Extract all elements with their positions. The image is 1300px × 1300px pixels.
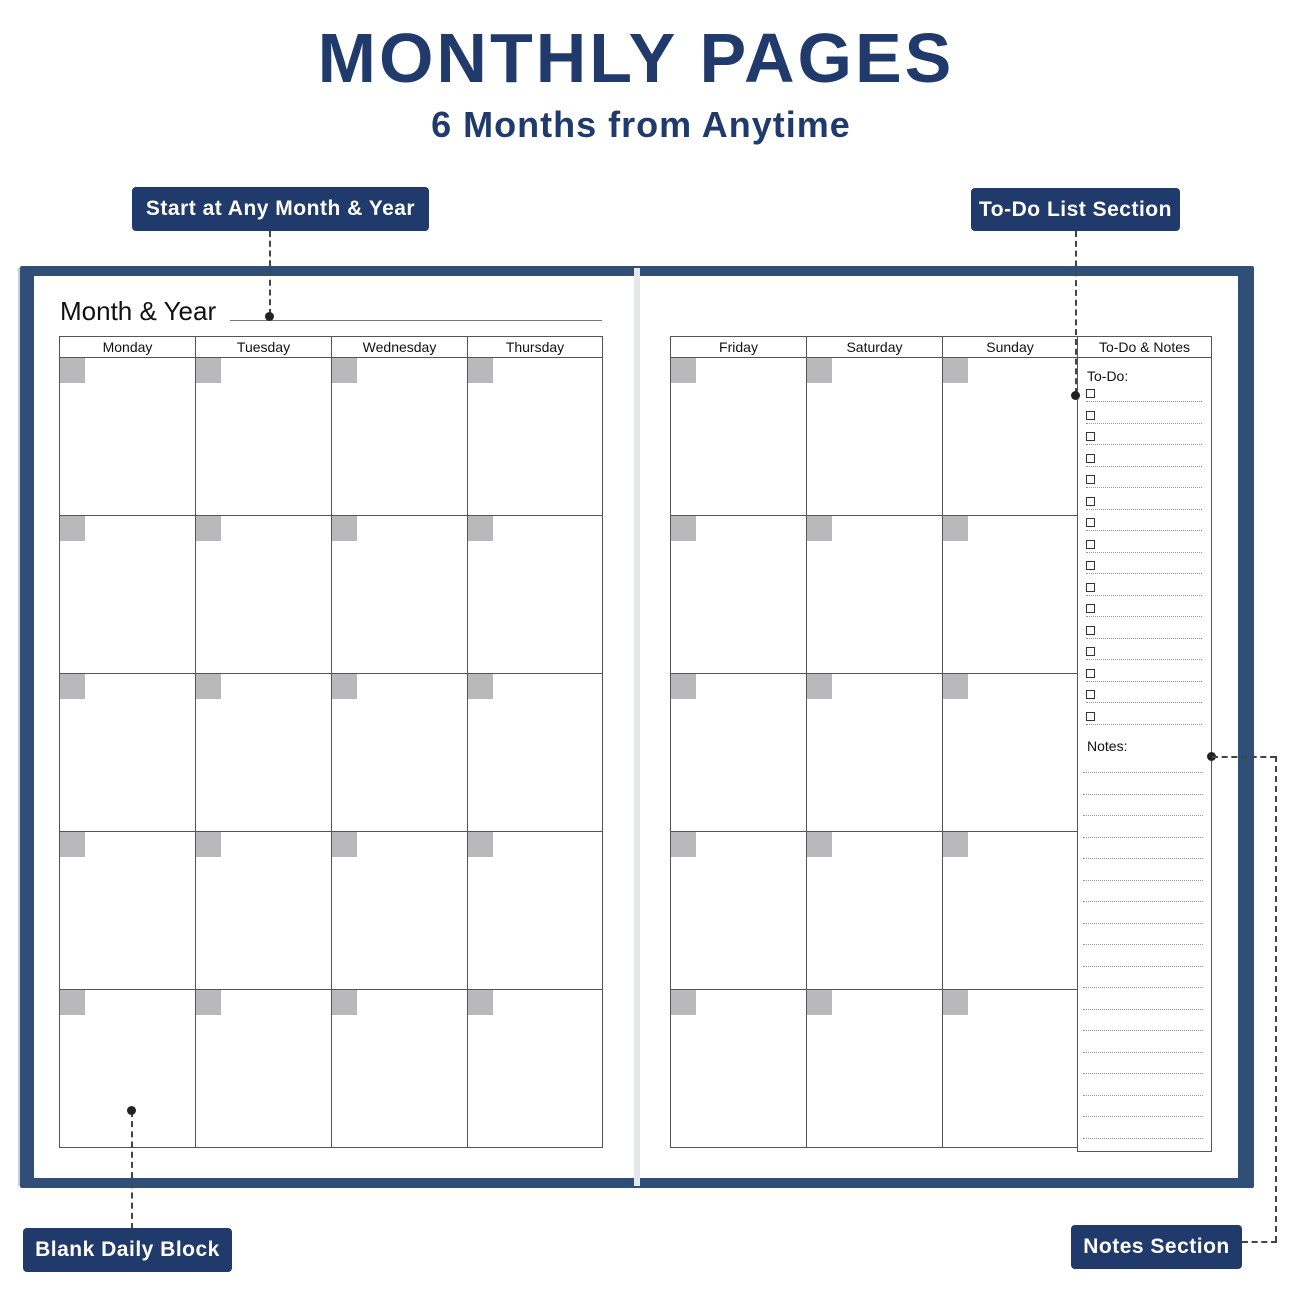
notes-writing-line[interactable]	[1083, 1030, 1203, 1031]
date-number-box[interactable]	[60, 832, 85, 857]
todo-checkbox[interactable]	[1086, 540, 1095, 549]
connector-notes-bottom	[1242, 1241, 1277, 1243]
right-calendar-grid	[670, 336, 1078, 1148]
connector-dot-start-month	[265, 312, 274, 321]
left-calendar-grid	[59, 336, 603, 1148]
todo-checkbox[interactable]	[1086, 411, 1095, 420]
daily-block[interactable]	[807, 990, 943, 1148]
todo-item[interactable]	[1086, 690, 1204, 711]
daily-block[interactable]	[60, 674, 196, 832]
todo-item[interactable]	[1086, 540, 1204, 561]
connector-start-month	[269, 231, 271, 315]
todo-item[interactable]	[1086, 411, 1204, 432]
daily-block[interactable]	[332, 516, 468, 674]
week-row	[671, 832, 1078, 990]
notes-label: Notes:	[1087, 738, 1128, 754]
date-number-box[interactable]	[332, 674, 357, 699]
todo-checkbox[interactable]	[1086, 561, 1095, 570]
daily-block[interactable]	[332, 990, 468, 1148]
connector-blank-block	[131, 1111, 133, 1229]
daily-block[interactable]	[807, 516, 943, 674]
notes-writing-line[interactable]	[1083, 858, 1203, 859]
day-header-sunday: Sunday	[943, 337, 1078, 358]
daily-block[interactable]	[671, 358, 807, 516]
date-number-box[interactable]	[807, 990, 832, 1015]
todo-writing-line[interactable]	[1086, 552, 1202, 553]
todo-item[interactable]	[1086, 626, 1204, 647]
todo-notes-header: To-Do & Notes	[1077, 336, 1212, 358]
date-number-box[interactable]	[807, 832, 832, 857]
daily-block[interactable]	[60, 990, 196, 1148]
notes-writing-line[interactable]	[1083, 794, 1203, 795]
daily-block[interactable]	[671, 832, 807, 990]
todo-writing-line[interactable]	[1086, 724, 1202, 725]
daily-block[interactable]	[196, 358, 332, 516]
notes-writing-line[interactable]	[1083, 815, 1203, 816]
todo-writing-line[interactable]	[1086, 444, 1202, 445]
todo-item[interactable]	[1086, 432, 1204, 453]
todo-writing-line[interactable]	[1086, 401, 1202, 402]
date-number-box[interactable]	[943, 990, 968, 1015]
daily-block[interactable]	[196, 832, 332, 990]
daily-block[interactable]	[807, 674, 943, 832]
callout-notes-section: Notes Section	[1071, 1225, 1242, 1269]
todo-writing-line[interactable]	[1086, 595, 1202, 596]
week-row	[60, 832, 603, 990]
todo-writing-line[interactable]	[1086, 638, 1202, 639]
todo-writing-line[interactable]	[1086, 487, 1202, 488]
day-header-wednesday: Wednesday	[332, 337, 468, 358]
date-number-box[interactable]	[943, 358, 968, 383]
date-number-box[interactable]	[943, 516, 968, 541]
todo-checkbox[interactable]	[1086, 518, 1095, 527]
todo-checkbox[interactable]	[1086, 647, 1095, 656]
week-row	[60, 990, 603, 1148]
todo-writing-line[interactable]	[1086, 616, 1202, 617]
day-header-tuesday: Tuesday	[196, 337, 332, 358]
connector-dot-blank-block	[127, 1106, 136, 1115]
date-number-box[interactable]	[332, 358, 357, 383]
todo-item[interactable]	[1086, 712, 1204, 733]
date-number-box[interactable]	[671, 516, 696, 541]
month-year-line[interactable]	[230, 320, 602, 321]
todo-checkbox[interactable]	[1086, 454, 1095, 463]
date-number-box[interactable]	[196, 990, 221, 1015]
daily-block[interactable]	[943, 516, 1078, 674]
daily-block[interactable]	[60, 516, 196, 674]
todo-checkbox[interactable]	[1086, 389, 1095, 398]
day-header-thursday: Thursday	[468, 337, 603, 358]
notes-writing-line[interactable]	[1083, 1052, 1203, 1053]
daily-block[interactable]	[332, 358, 468, 516]
week-row	[60, 358, 603, 516]
todo-checkbox[interactable]	[1086, 497, 1095, 506]
daily-block[interactable]	[671, 516, 807, 674]
todo-writing-line[interactable]	[1086, 466, 1202, 467]
date-number-box[interactable]	[468, 832, 493, 857]
daily-block[interactable]	[468, 674, 603, 832]
date-number-box[interactable]	[332, 990, 357, 1015]
daily-block[interactable]	[196, 990, 332, 1148]
todo-checkbox[interactable]	[1086, 669, 1095, 678]
week-row	[671, 990, 1078, 1148]
date-number-box[interactable]	[468, 674, 493, 699]
daily-block[interactable]	[943, 674, 1078, 832]
todo-item[interactable]	[1086, 497, 1204, 518]
todo-writing-line[interactable]	[1086, 509, 1202, 510]
daily-block[interactable]	[60, 358, 196, 516]
connector-todo-section	[1075, 231, 1077, 394]
date-number-box[interactable]	[60, 674, 85, 699]
notes-writing-line[interactable]	[1083, 1073, 1203, 1074]
date-number-box[interactable]	[332, 832, 357, 857]
date-number-box[interactable]	[468, 358, 493, 383]
todo-writing-line[interactable]	[1086, 423, 1202, 424]
todo-item[interactable]	[1086, 561, 1204, 582]
date-number-box[interactable]	[196, 674, 221, 699]
day-header-friday: Friday	[671, 337, 807, 358]
daily-block[interactable]	[332, 674, 468, 832]
notes-writing-line[interactable]	[1083, 1116, 1203, 1117]
todo-item[interactable]	[1086, 669, 1204, 690]
notes-writing-line[interactable]	[1083, 923, 1203, 924]
date-number-box[interactable]	[60, 358, 85, 383]
todo-writing-line[interactable]	[1086, 681, 1202, 682]
daily-block[interactable]	[468, 832, 603, 990]
week-row	[60, 674, 603, 832]
month-year-label: Month & Year	[60, 296, 217, 326]
date-number-box[interactable]	[943, 674, 968, 699]
notes-writing-line[interactable]	[1083, 1095, 1203, 1096]
date-number-box[interactable]	[807, 516, 832, 541]
daily-block[interactable]	[196, 674, 332, 832]
date-number-box[interactable]	[196, 832, 221, 857]
todo-checkbox[interactable]	[1086, 475, 1095, 484]
todo-item[interactable]	[1086, 518, 1204, 539]
date-number-box[interactable]	[468, 516, 493, 541]
todo-item[interactable]	[1086, 475, 1204, 496]
notes-writing-line[interactable]	[1083, 772, 1203, 773]
connector-dot-todo-section	[1071, 391, 1080, 400]
todo-writing-line[interactable]	[1086, 702, 1202, 703]
callout-todo-section: To-Do List Section	[971, 188, 1180, 231]
planner-spine	[634, 268, 640, 1186]
date-number-box[interactable]	[332, 516, 357, 541]
day-header-saturday: Saturday	[807, 337, 943, 358]
date-number-box[interactable]	[943, 832, 968, 857]
callout-blank-daily-block: Blank Daily Block	[23, 1228, 232, 1272]
todo-checkbox[interactable]	[1086, 604, 1095, 613]
notes-writing-line[interactable]	[1083, 1009, 1203, 1010]
date-number-box[interactable]	[671, 990, 696, 1015]
todo-checkbox[interactable]	[1086, 712, 1095, 721]
day-header-monday: Monday	[60, 337, 196, 358]
todo-checkbox[interactable]	[1086, 432, 1095, 441]
daily-block[interactable]	[943, 358, 1078, 516]
todo-checkbox[interactable]	[1086, 690, 1095, 699]
daily-block[interactable]	[943, 990, 1078, 1148]
notes-writing-line[interactable]	[1083, 987, 1203, 988]
page-subtitle: 6 Months from Anytime	[431, 104, 851, 145]
daily-block[interactable]	[60, 832, 196, 990]
todo-checkbox[interactable]	[1086, 583, 1095, 592]
todo-checkbox[interactable]	[1086, 626, 1095, 635]
todo-item[interactable]	[1086, 647, 1204, 668]
date-number-box[interactable]	[60, 990, 85, 1015]
todo-item[interactable]	[1086, 583, 1204, 604]
connector-notes-side	[1275, 756, 1277, 1242]
todo-writing-line[interactable]	[1086, 530, 1202, 531]
daily-block[interactable]	[671, 990, 807, 1148]
todo-writing-line[interactable]	[1086, 659, 1202, 660]
date-number-box[interactable]	[671, 832, 696, 857]
date-number-box[interactable]	[671, 358, 696, 383]
date-number-box[interactable]	[671, 674, 696, 699]
date-number-box[interactable]	[196, 516, 221, 541]
daily-block[interactable]	[468, 990, 603, 1148]
todo-item[interactable]	[1086, 389, 1204, 410]
notes-writing-line[interactable]	[1083, 1138, 1203, 1139]
callout-start-month: Start at Any Month & Year	[132, 187, 429, 231]
todo-label: To-Do:	[1087, 368, 1129, 384]
daily-block[interactable]	[807, 358, 943, 516]
daily-block[interactable]	[468, 358, 603, 516]
date-number-box[interactable]	[60, 516, 85, 541]
todo-item[interactable]	[1086, 454, 1204, 475]
notes-writing-line[interactable]	[1083, 944, 1203, 945]
daily-block[interactable]	[943, 832, 1078, 990]
date-number-box[interactable]	[468, 990, 493, 1015]
date-number-box[interactable]	[807, 358, 832, 383]
daily-block[interactable]	[332, 832, 468, 990]
daily-block[interactable]	[196, 516, 332, 674]
notes-writing-line[interactable]	[1083, 837, 1203, 838]
todo-item[interactable]	[1086, 604, 1204, 625]
page-title: MONTHLY PAGES	[317, 19, 955, 97]
week-row	[671, 516, 1078, 674]
date-number-box[interactable]	[807, 674, 832, 699]
daily-block[interactable]	[807, 832, 943, 990]
date-number-box[interactable]	[196, 358, 221, 383]
notes-writing-line[interactable]	[1083, 901, 1203, 902]
notes-writing-line[interactable]	[1083, 966, 1203, 967]
connector-notes-top	[1212, 756, 1276, 758]
week-row	[60, 516, 603, 674]
week-row	[671, 674, 1078, 832]
daily-block[interactable]	[671, 674, 807, 832]
daily-block[interactable]	[468, 516, 603, 674]
todo-writing-line[interactable]	[1086, 573, 1202, 574]
notes-writing-line[interactable]	[1083, 880, 1203, 881]
week-row	[671, 358, 1078, 516]
